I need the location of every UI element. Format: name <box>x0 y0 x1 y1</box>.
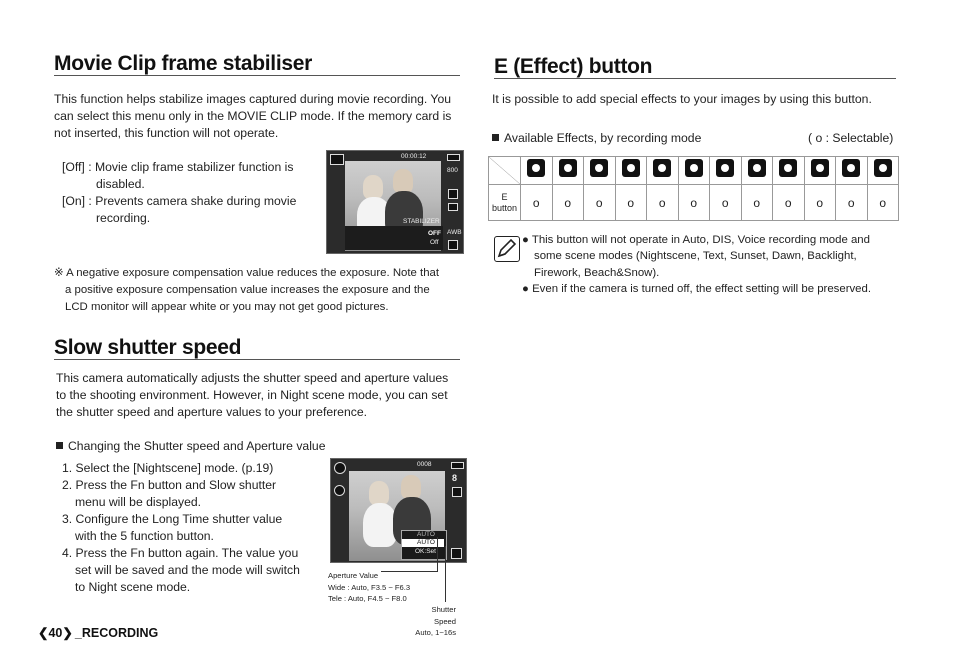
mode-face-icon <box>710 157 742 185</box>
table-cell: o <box>615 185 647 221</box>
stabilizer-off-2: Off <box>430 239 439 246</box>
mode-closeup-icon <box>678 157 710 185</box>
mode-cafe-icon <box>867 157 899 185</box>
square-bullet-icon <box>56 442 63 449</box>
shutter-caption: Shutter Speed Auto, 1~16s <box>415 605 456 637</box>
person-left <box>363 175 383 199</box>
page-footer <box>38 625 158 640</box>
flash-icon <box>334 485 345 496</box>
quality-icon <box>452 487 462 497</box>
section-title-effect: E (Effect) button <box>494 55 653 78</box>
shutter-steps: 1. Select the [Nightscene] mode. (p.19) 2. Press the Fn button and Slow shutter menu will be displayed. 3. Configure the Long Time shutter value with the 5 function button. 4. Press the Fn button again. The value you set will be saved and the mode will switch to Night scene mode. <box>62 461 300 594</box>
mode-portrait-icon <box>615 157 647 185</box>
stabilizer-off: OFF <box>428 230 441 237</box>
stabiliser-options: [Off] : Movie clip frame stabilizer function is disabled. [On] : Prevents camera shake during movie recording. <box>62 160 297 225</box>
mode-movie-icon <box>521 157 553 185</box>
battery-icon <box>447 154 460 161</box>
table-cell: o <box>741 185 773 221</box>
table-cell: o <box>552 185 584 221</box>
screen-time: 00:00:12 <box>401 153 427 160</box>
section-title-stabiliser: Movie Clip frame stabiliser <box>54 52 312 75</box>
exposure-note: ※ A negative exposure compensation value reduces the exposure. Note that a positive exposure compensation value increases the exposure and the LCD monitor will appear white or you may not get good pictures. <box>54 267 440 313</box>
title-rule <box>54 359 460 360</box>
stabilizer-label: STABILIZER <box>403 218 440 225</box>
camera-screen-stabilizer <box>326 150 464 254</box>
mode-selfshot-icon <box>804 157 836 185</box>
selectable-legend: ( o : Selectable) <box>808 131 894 145</box>
mode-party-icon <box>836 157 868 185</box>
table-cell: o <box>521 185 553 221</box>
note-pencil-icon <box>494 236 520 262</box>
side-icon-2 <box>448 189 458 199</box>
subhead-shutter: Changing the Shutter speed and Aperture value <box>56 438 376 455</box>
mode-auto-icon <box>584 157 616 185</box>
title-rule <box>54 75 460 76</box>
mode-children-icon <box>647 157 679 185</box>
effect-avail-heading: Available Effects, by recording mode <box>492 130 752 147</box>
table-cell: o <box>678 185 710 221</box>
nightscene-icon <box>334 462 346 474</box>
person-left <box>369 481 389 505</box>
person-right <box>393 169 413 193</box>
effect-intro: It is possible to add special effects to your images by using this button. <box>492 92 872 106</box>
menu-icon <box>451 548 462 559</box>
person-left-body <box>363 503 397 547</box>
effect-table <box>488 156 899 221</box>
page-number: 40 <box>48 626 63 640</box>
table-cell: o <box>836 185 868 221</box>
shutter-auto: AUTO <box>417 539 435 546</box>
table-cell: o <box>773 185 805 221</box>
table-header-row <box>489 157 899 185</box>
battery-icon <box>451 462 464 469</box>
ok-set: OK:Set <box>415 548 436 555</box>
exposure-icon <box>448 240 458 250</box>
table-row <box>489 185 899 221</box>
section-name: _RECORDING <box>74 626 159 640</box>
person-right <box>401 475 421 499</box>
aperture-auto: AUTO <box>417 531 435 538</box>
aperture-caption: Aperture Value Wide : Auto, F3.5 ~ F6.3 Tele : Auto, F4.5 ~ F8.0 <box>328 571 411 603</box>
side-icon-3 <box>448 203 458 211</box>
note-item: ● This button will not operate in Auto, DIS, Voice recording mode and <box>522 234 870 246</box>
chevron-right-icon: ❯ <box>62 626 73 640</box>
square-bullet-icon <box>492 134 499 141</box>
mode-landscape-icon <box>741 157 773 185</box>
table-cell: o <box>710 185 742 221</box>
section-title-slow-shutter: Slow shutter speed <box>54 336 242 359</box>
mode-program-icon <box>552 157 584 185</box>
row-label: E button <box>489 185 521 221</box>
stabiliser-intro: This function helps stabilize images captured during movie recording. You can select this menu only in the MOVIE CLIP mode. If the memory card is not inserted, this function will not operate. <box>54 92 452 140</box>
table-cell: o <box>647 185 679 221</box>
movie-mode-icon <box>330 154 344 165</box>
note-item: ● Even if the camera is turned off, the effect setting will be preserved. <box>522 282 872 295</box>
slow-shutter-intro: This camera automatically adjusts the shutter speed and aperture values to the shooting environment. However, in Night scene mode, you can set the shutter speed and aperture values to your preference. <box>56 371 449 419</box>
effect-notes: ● This button will not operate in Auto, DIS, Voice recording mode and some scene modes (Nightscene, Text, Sunset, Dawn, Backlight, Firework, Beach&Snow). ● Even if the camera is turned off, the effect setting will be preserved. <box>522 232 902 297</box>
awb-icon: AWB <box>447 229 462 236</box>
title-rule <box>494 78 896 79</box>
shot-count: 0008 <box>417 461 432 468</box>
table-cell: o <box>584 185 616 221</box>
bullet-icon: ● <box>522 282 529 295</box>
table-corner <box>489 157 521 185</box>
chevron-left-icon: ❮ <box>38 626 49 640</box>
bullet-icon: ● <box>522 234 529 246</box>
size-icon: 8 <box>452 473 458 483</box>
mode-macro-icon <box>773 157 805 185</box>
table-cell: o <box>867 185 899 221</box>
camera-screen-nightscene <box>330 458 467 563</box>
side-icon-1: 800 <box>447 167 458 174</box>
table-cell: o <box>804 185 836 221</box>
callout-line-aperture <box>437 537 438 571</box>
callout-line-shutter <box>445 546 446 602</box>
